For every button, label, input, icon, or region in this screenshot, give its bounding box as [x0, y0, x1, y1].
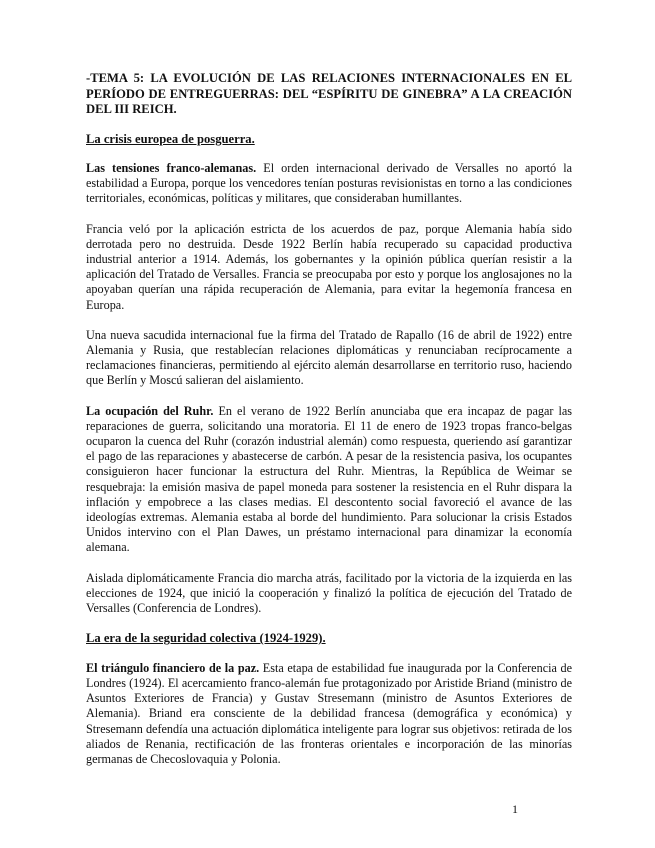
section-heading-seguridad: La era de la seguridad colectiva (1924-1929).: [86, 631, 326, 646]
paragraph-ruhr: [86, 404, 572, 556]
section-heading-crisis: La crisis europea de posguerra.: [86, 131, 255, 146]
paragraph-lead: Las tensiones franco-alemanas.: [86, 161, 257, 175]
page-number: 1: [512, 802, 518, 816]
paragraph-aislada: Aislada diplomáticamente Francia dio marcha atrás, facilitado por la victoria de la izquierda en las elecciones de 1924, que inició la cooperación y finalizó la política de ejecución del Tratado de Versalles (Conferencia de Londres).: [86, 570, 572, 616]
paragraph-lead: La ocupación del Ruhr.: [86, 403, 214, 418]
paragraph-text: El orden internacional derivado de Versalles no aportó la estabilidad a Europa, porque los vencedores tenían posturas revisionistas en torno a las condiciones territoriales, económicas, políticas y militares, que consideraban humillantes.: [86, 161, 572, 206]
paragraph-triangulo: [86, 661, 572, 767]
paragraph-text: Esta etapa de estabilidad fue inaugurada por la Conferencia de Londres (1924). El acercamiento franco-alemán fue protagonizado por Aristide Briand (ministro de Asuntos Exteriores de Francia) y Gustav Stresemann (ministro de Asuntos Exteriores de Alemania). Briand era consciente de la debilidad francesa (demográfica y económica) y Stresemann defendía una actuación diplomática inteligente para lograr sus objetivos: retirada de los aliados de Renania, rectificación de las fronteras orientales e incorporación de las minorías germanas de Checoslovaquia y Polonia.: [86, 660, 572, 766]
document-title: -TEMA 5: LA EVOLUCIÓN DE LAS RELACIONES INTERNACIONALES EN EL PERÍODO DE ENTREGUERRAS: DEL “ESPÍRITU DE GINEBRA” A LA CREACIÓN DEL III REICH.: [86, 71, 572, 116]
paragraph-lead: El triángulo financiero de la paz.: [86, 660, 260, 675]
paragraph-rapallo: Una nueva sacudida internacional fue la firma del Tratado de Rapallo (16 de abril de 1922) entre Alemania y Rusia, que restablecían relaciones diplomáticas y renunciaban recíprocamente a reclamaciones financieras, permitiendo al ejército alemán desarrollarse en territorio ruso, haciendo que Berlín y Moscú salieran del aislamiento.: [86, 327, 572, 388]
paragraph-tensiones: [86, 161, 572, 207]
paragraph-francia: Francia veló por la aplicación estricta de los acuerdos de paz, porque Alemania había sido derrotada pero no destruida. Desde 1922 Berlín había recuperado su capacidad productiva industrial anterior a 1914. Además, los gobernantes y la opinión pública querían resistir a la aplicación del Tratado de Versalles. Francia se preocupaba por esto y porque los anglosajones no la apoyaban querían una rápida recuperación de Alemania, para evitar la hegemonía francesa en Europa.: [86, 221, 572, 312]
paragraph-text: En el verano de 1922 Berlín anunciaba que era incapaz de pagar las reparaciones de guerra, solicitando una moratoria. El 11 de enero de 1923 tropas franco-belgas ocuparon la cuenca del Ruhr (corazón industrial alemán) como respuesta, queriendo así garantizar el pago de las reparaciones y abastecerse de carbón. A pesar de la resistencia pasiva, los ocupantes consiguieron hacer funcionar la estructura del Ruhr. Mientras, la República de Weimar se resquebraja: la emisión masiva de papel moneda para sostener la resistencia en el Ruhr dispara la inflación y empobrece a las clases medias. El descontento social favoreció el avance de las ideologías extremas. Alemania estaba al borde del hundimiento. Para solucionar la crisis Estados Unidos intervino con el Plan Dawes, un préstamo internacional para dinamizar la economía alemana.: [86, 403, 572, 555]
page-content: [86, 71, 572, 782]
